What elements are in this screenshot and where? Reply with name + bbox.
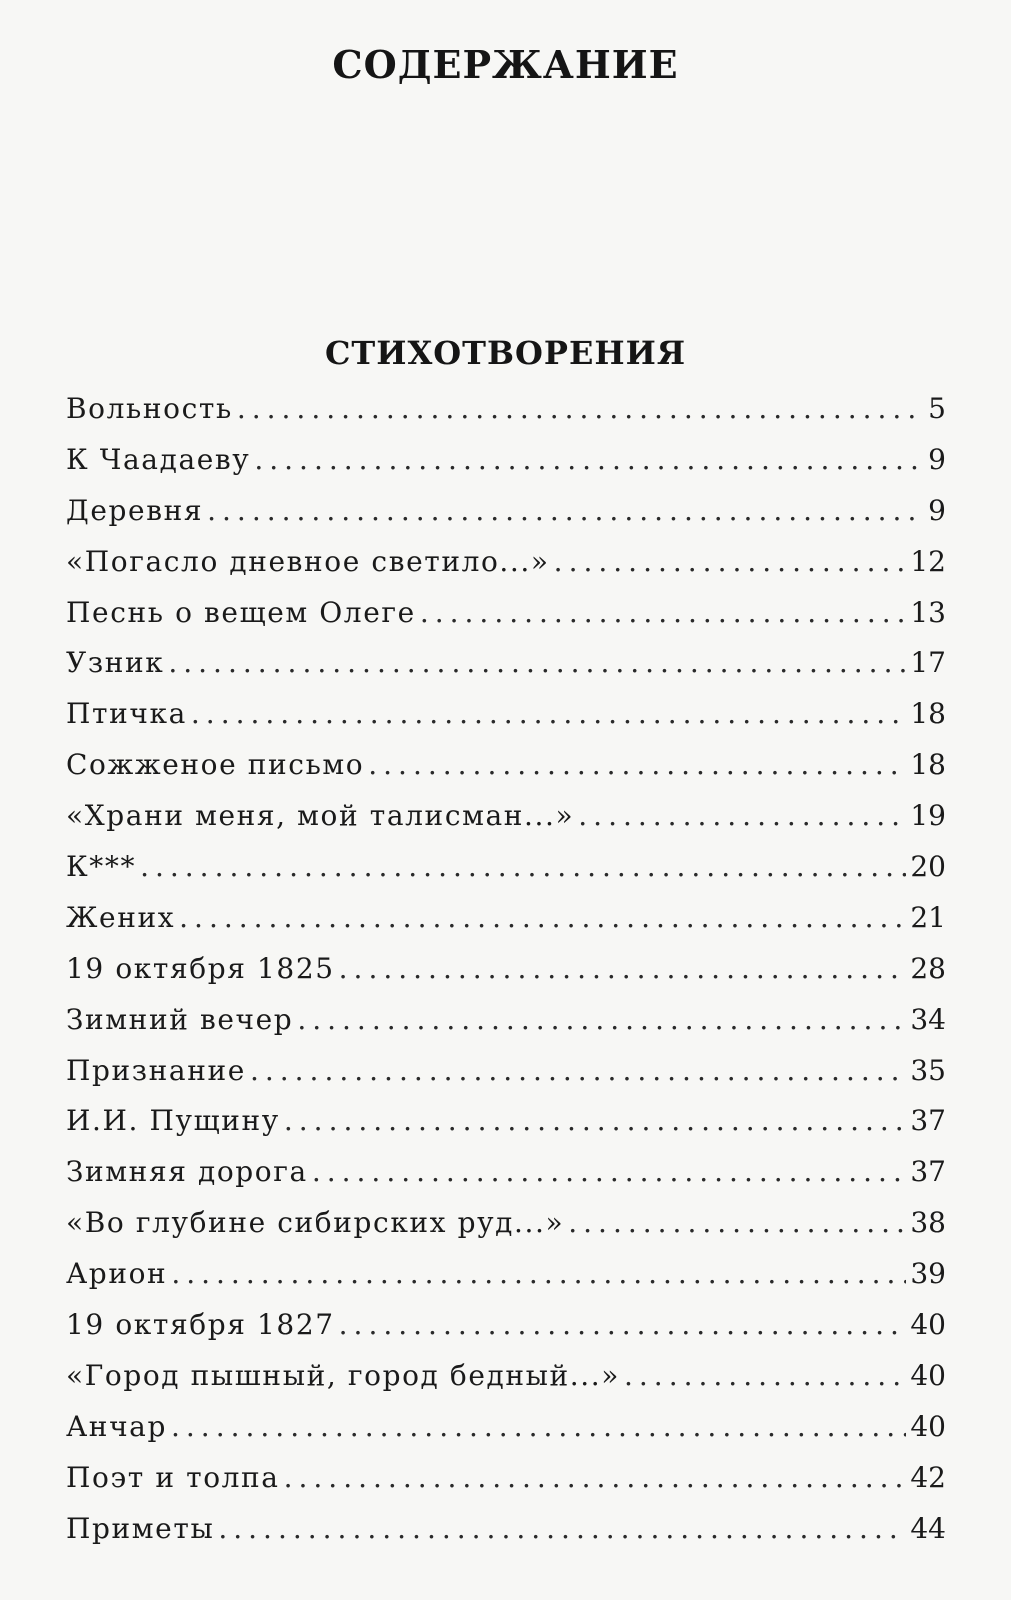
toc-entry-title: Анчар (66, 1409, 167, 1443)
toc-entry-page: 38 (910, 1206, 946, 1240)
toc-entry-title: «Погасло дневное светило...» (66, 544, 550, 578)
toc-entry (66, 494, 946, 545)
dot-leader (168, 646, 906, 679)
toc-entry-title: Зимний вечер (66, 1002, 294, 1036)
toc-entry-title: И.И. Пущину (66, 1104, 280, 1138)
dot-leader (191, 697, 906, 730)
dot-leader (297, 1003, 906, 1036)
toc-entry (66, 697, 946, 748)
dot-leader (339, 1308, 907, 1341)
toc-entry-title: Жених (66, 900, 176, 934)
toc-entry-title: «Город пышный, город бедный...» (66, 1358, 620, 1392)
toc-entry-page: 40 (910, 1308, 946, 1342)
dot-leader (368, 748, 906, 781)
toc-entry (66, 1359, 946, 1410)
toc-entry-page: 28 (910, 951, 946, 985)
toc-entry-title: Арион (66, 1257, 168, 1291)
toc-entry (66, 596, 946, 647)
dot-leader (207, 494, 924, 527)
toc-entry-title: Вольность (66, 392, 233, 425)
dot-leader (624, 1359, 906, 1392)
toc-entry (66, 952, 946, 1003)
toc-entry-title: 19 октября 1825 (66, 951, 335, 985)
toc-entry (66, 1104, 946, 1155)
dot-leader (179, 901, 906, 934)
toc-entry-title: Песнь о вещем Олеге (66, 595, 416, 629)
dot-leader (250, 1054, 906, 1087)
dot-leader (312, 1155, 907, 1188)
toc-entry (66, 850, 946, 901)
toc-entry-page: 37 (910, 1104, 946, 1138)
toc-entry (66, 1461, 946, 1512)
toc-entry (66, 443, 946, 494)
dot-leader (578, 799, 906, 832)
toc-entry-page: 13 (910, 595, 946, 629)
page-heading: СОДЕРЖАНИЕ (332, 42, 679, 87)
toc-entry (66, 1308, 946, 1359)
toc-entry (66, 1410, 946, 1461)
toc-entry-page: 37 (910, 1155, 946, 1189)
toc-entry-page: 12 (910, 544, 946, 578)
toc-entry-title: Птичка (66, 697, 187, 731)
toc-entry-title: «Храни меня, мой талисман...» (66, 799, 575, 833)
dot-leader (171, 1257, 906, 1290)
toc-entry (66, 1003, 946, 1054)
toc-entry-page: 17 (910, 646, 946, 680)
toc-entry-title: Деревня (66, 493, 204, 527)
toc-entry (66, 1257, 946, 1308)
dot-leader (140, 850, 906, 883)
toc-entry-page: 5 (928, 392, 946, 425)
toc-entry-page: 18 (910, 748, 946, 782)
toc-entry (66, 1512, 946, 1563)
toc-entry-page: 40 (910, 1358, 946, 1392)
dot-leader (339, 952, 907, 985)
toc-entry-title: Узник (66, 646, 165, 680)
toc-entry (66, 392, 946, 443)
dot-leader (171, 1410, 906, 1443)
dot-leader (284, 1461, 907, 1494)
toc-entry (66, 1054, 946, 1105)
toc-entry-title: Сожженое письмо (66, 748, 365, 782)
toc-entry-title: К Чаадаеву (66, 442, 251, 476)
toc-entry-page: 9 (928, 442, 946, 476)
toc-entry-page: 9 (928, 493, 946, 527)
toc-entry-page: 20 (910, 850, 946, 884)
dot-leader (554, 545, 907, 578)
toc-entry (66, 901, 946, 952)
dot-leader (237, 392, 924, 425)
toc-entry-title: Поэт и толпа (66, 1460, 280, 1494)
toc-entry (66, 748, 946, 799)
toc-entry (66, 646, 946, 697)
toc-entry (66, 1206, 946, 1257)
toc-entry-page: 19 (910, 799, 946, 833)
toc-entry-page: 18 (910, 697, 946, 731)
toc-entry-page: 34 (910, 1002, 946, 1036)
toc-entry-title: К*** (66, 850, 137, 884)
toc-entry-title: Зимняя дорога (66, 1155, 308, 1189)
toc-entry-title: «Во глубине сибирских руд...» (66, 1206, 565, 1240)
toc-entry (66, 1155, 946, 1206)
toc-entry-page: 44 (910, 1511, 946, 1545)
section-title: СТИХОТВОРЕНИЯ (324, 334, 687, 372)
dot-leader (284, 1104, 906, 1137)
dot-leader (568, 1206, 906, 1239)
toc-entry-title: 19 октября 1827 (66, 1308, 335, 1342)
toc-entry-title: Признание (66, 1053, 246, 1087)
toc-entry-page: 21 (910, 900, 946, 934)
toc-entry-title: Приметы (66, 1511, 215, 1545)
table-of-contents (66, 392, 946, 1562)
dot-leader (218, 1512, 906, 1545)
toc-entry-page: 42 (910, 1460, 946, 1494)
toc-entry-page: 35 (910, 1053, 946, 1087)
toc-entry (66, 545, 946, 596)
toc-entry-page: 40 (910, 1409, 946, 1443)
toc-entry (66, 799, 946, 850)
dot-leader (420, 596, 907, 629)
toc-entry-page: 39 (910, 1257, 946, 1291)
dot-leader (254, 443, 924, 476)
